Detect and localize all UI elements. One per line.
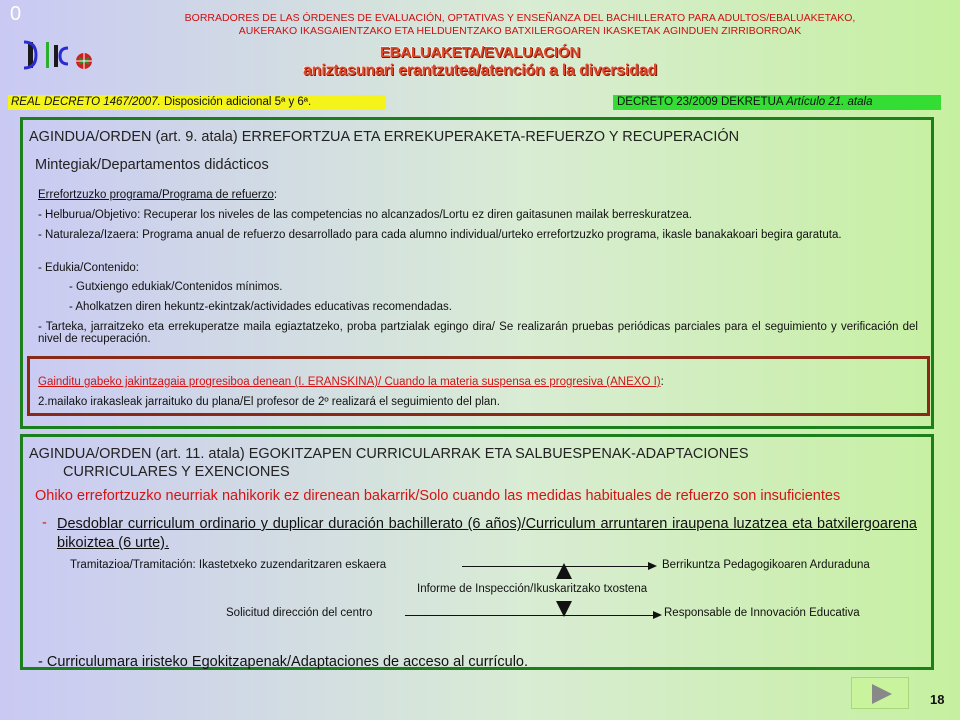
logo-die-icon bbox=[22, 36, 96, 76]
nature-text: - Naturaleza/Izaera: Programa anual de refuerzo desarrollado para cada alumno individual/urteko errefortzuzko programa, ikasle banakakoari begira garatuta. bbox=[38, 229, 842, 241]
procedure-target: Berrikuntza Pedagogikoaren Arduraduna bbox=[662, 559, 870, 571]
content-item-2: - Aholkatzen diren hekuntz-ekintzak/actividades educativas recomendadas. bbox=[69, 301, 452, 313]
title-line-2: aniztasunari erantzutea/atención a la diversidad bbox=[302, 62, 658, 79]
inspection-text: Informe de Inspección/Ikuskaritzako txostena bbox=[417, 583, 648, 595]
program-title-colon: : bbox=[273, 189, 278, 201]
decreto-bar bbox=[613, 95, 941, 110]
arrow-right-icon bbox=[653, 611, 662, 619]
bar-left-rest: Disposición adicional 5ª y 6ª. bbox=[160, 96, 312, 108]
item1-text: Desdoblar curriculum ordinario y duplicar duración bachillerato (6 años)/Curriculum arruntaren iraupena luzatzea eta batxilergoarena bikoiztea (6 urte). bbox=[57, 516, 917, 551]
section2-heading-line-2: CURRICULARES Y EXENCIONES bbox=[63, 464, 290, 480]
content-item-1: - Gutxiengo edukiak/Contenidos mínimos. bbox=[69, 281, 283, 293]
bar-left-italic: REAL DECRETO 1467/2007. bbox=[11, 96, 161, 108]
procedure-label: Tramitazioa/Tramitación: Ikastetxeko zuzendaritzaren eskaera bbox=[70, 559, 387, 571]
header-title bbox=[280, 44, 680, 80]
header-line-2: AUKERAKO IKASGAIENTZAKO ETA HELDUENTZAKO BATXILERGOAREN IKASKETAK AGINDUEN ZIRRIBORROAK bbox=[238, 25, 802, 37]
triangle-up-icon bbox=[556, 563, 572, 579]
item1-dash-text: - bbox=[42, 515, 47, 531]
section1-subheading: Mintegiak/Departamentos didácticos bbox=[35, 157, 269, 173]
arrow-right-icon bbox=[648, 562, 657, 570]
section2-heading-line-1: AGINDUA/ORDEN (art. 11. atala) EGOKITZAPEN CURRICULARRAK ETA SALBUESPENAK-ADAPTACIONES bbox=[29, 446, 749, 462]
slide-corner-number: 0 bbox=[10, 3, 22, 25]
tasks-text: - Tarteka, jarraitzeko eta errekuperatze maila egiaztatzeko, proba partzialak egingo dira/ Se realizarán pruebas periódicas parciales para el seguimiento y verificación del nivel de recuperación. bbox=[38, 321, 918, 345]
header-line-1: BORRADORES DE LAS ÓRDENES DE EVALUACIÓN, OPTATIVAS Y ENSEÑANZA DEL BACHILLERATO PARA ADULTOS/EBALUAKETAKO, bbox=[184, 12, 856, 24]
target-es: Responsable de Innovación Educativa bbox=[664, 607, 860, 619]
next-slide-icon bbox=[872, 684, 892, 704]
bar-right-italic: Artículo 21. atala bbox=[786, 96, 873, 108]
request-arrow-line bbox=[405, 615, 655, 616]
request-es: Solicitud dirección del centro bbox=[226, 607, 373, 619]
content-label: - Edukia/Contenido: bbox=[38, 262, 140, 274]
bar-right-normal: DECRETO 23/2009 DEKRETUA bbox=[617, 96, 787, 108]
real-decreto-bar bbox=[8, 95, 386, 110]
section1-heading: AGINDUA/ORDEN (art. 9. atala) ERREFORTZUA ETA ERREKUPERAKETA-REFUERZO Y RECUPERACIÓN bbox=[29, 129, 740, 145]
objective-text: - Helburua/Objetivo: Recuperar los niveles de las competencias no alcanzados/Lortu ez diren gaitasunen mailak berreskuratzea. bbox=[38, 209, 692, 221]
item2-text: - Curriculumara iristeko Egokitzapenak/Adaptaciones de acceso al currículo. bbox=[38, 654, 529, 670]
progressive-title-text: Gainditu gabeko jakintzagaia progresiboa denean (I. ERANSKINA)/ Cuando la materia suspensa es progresiva (ANEXO I) bbox=[38, 376, 661, 388]
title-line-1: EBALUAKETA/EVALUACIÓN bbox=[379, 44, 581, 61]
progressive-text: 2.mailako irakasleak jarraituko du plana/El profesor de 2º realizará el seguimiento del plan. bbox=[38, 396, 500, 408]
item1-dash bbox=[42, 515, 47, 531]
progressive-title-colon: : bbox=[660, 376, 664, 388]
program-title-text: Errefortzuzko programa/Programa de refuerzo bbox=[38, 189, 274, 201]
condition-text: Ohiko errefortzuzko neurriak nahikorik ez direnean bakarrik/Solo cuando las medidas habituales de refuerzo son insuficientes bbox=[35, 488, 841, 504]
next-slide-button[interactable] bbox=[851, 677, 909, 709]
header-subtitle bbox=[140, 12, 900, 38]
progressive-title bbox=[38, 376, 664, 388]
program-title bbox=[38, 189, 277, 201]
page-number: 18 bbox=[930, 692, 945, 707]
